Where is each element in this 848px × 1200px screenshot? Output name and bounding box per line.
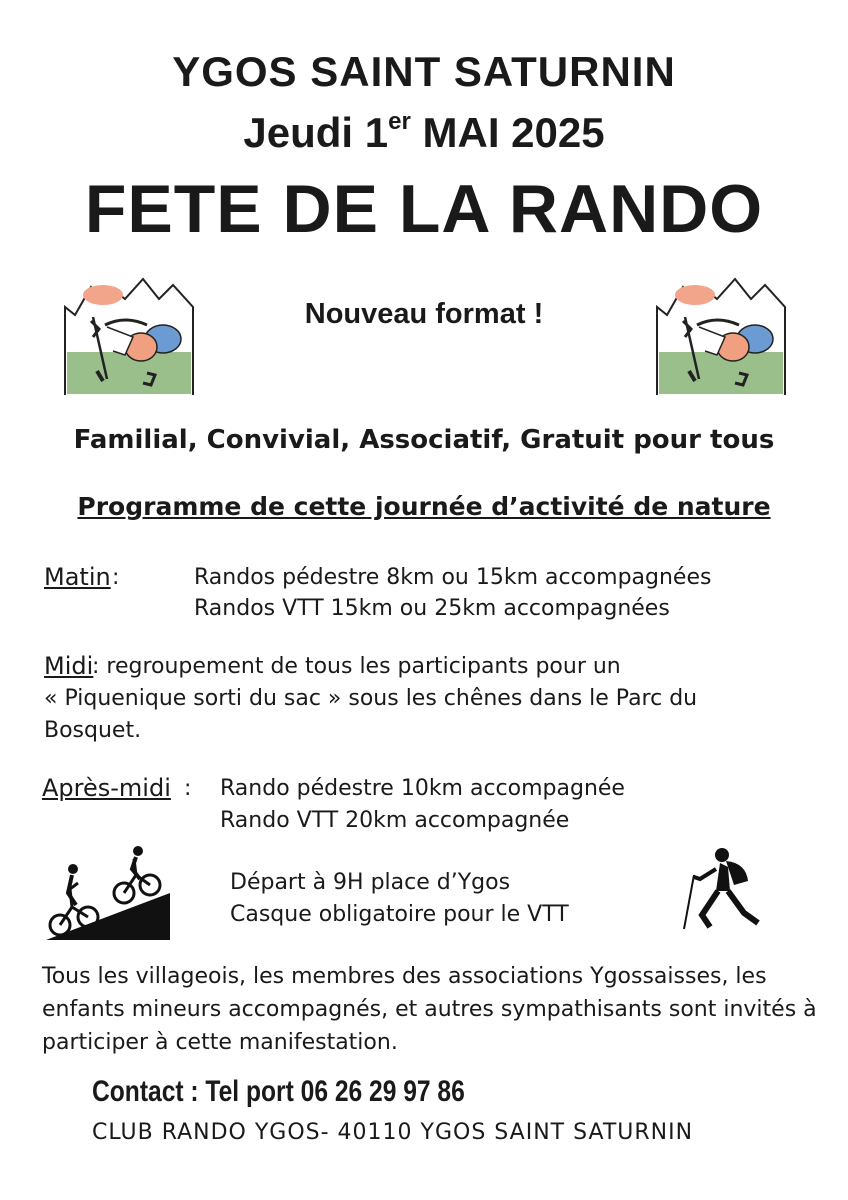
walker-icon xyxy=(676,845,766,933)
afternoon-line: Rando pédestre 10km accompagnée xyxy=(220,776,625,801)
event-title: FETE DE LA RANDO xyxy=(84,171,764,247)
morning-line: Randos VTT 15km ou 25km accompagnées xyxy=(194,596,670,621)
invitation-paragraph: Tous les villageois, les membres des associations Ygossaisses, les enfants mineurs accompagnés, et autres sympathisants sont invités à participer à cette manifestation. xyxy=(42,964,817,1055)
club-address: CLUB RANDO YGOS- 40110 YGOS SAINT SATURNIN xyxy=(92,1120,694,1145)
hiker-logo-icon xyxy=(63,277,195,395)
noon-label: Midi xyxy=(44,652,94,680)
new-format-subtitle: Nouveau format ! xyxy=(304,298,544,330)
morning-line: Randos pédestre 8km ou 15km accompagnées xyxy=(194,565,712,590)
morning-label: Matin xyxy=(44,563,111,591)
town-name: YGOS SAINT SATURNIN xyxy=(172,48,676,95)
departure-line: Casque obligatoire pour le VTT xyxy=(230,902,569,927)
afternoon-label: Après-midi xyxy=(42,774,171,802)
program-heading: Programme de cette journée d’activité de nature xyxy=(77,492,771,521)
hiker-logo-icon xyxy=(655,277,787,395)
cyclists-icon xyxy=(46,845,170,940)
values-line: Familial, Convivial, Associatif, Gratuit pour tous xyxy=(73,425,775,455)
departure-line: Départ à 9H place d’Ygos xyxy=(230,870,511,895)
contact-line: Contact : Tel port 06 26 29 97 86 xyxy=(92,1075,465,1108)
afternoon-colon: : xyxy=(184,776,192,801)
morning-colon: : xyxy=(112,565,120,590)
afternoon-line: Rando VTT 20km accompagnée xyxy=(220,808,570,833)
noon-line: « Piquenique sorti du sac » sous les chênes dans le Parc du xyxy=(44,686,698,711)
noon-line: Bosquet. xyxy=(44,718,142,743)
noon-line: : regroupement de tous les participants pour un xyxy=(92,654,621,679)
event-date: Jeudi 1er MAI 2025 xyxy=(243,108,605,156)
